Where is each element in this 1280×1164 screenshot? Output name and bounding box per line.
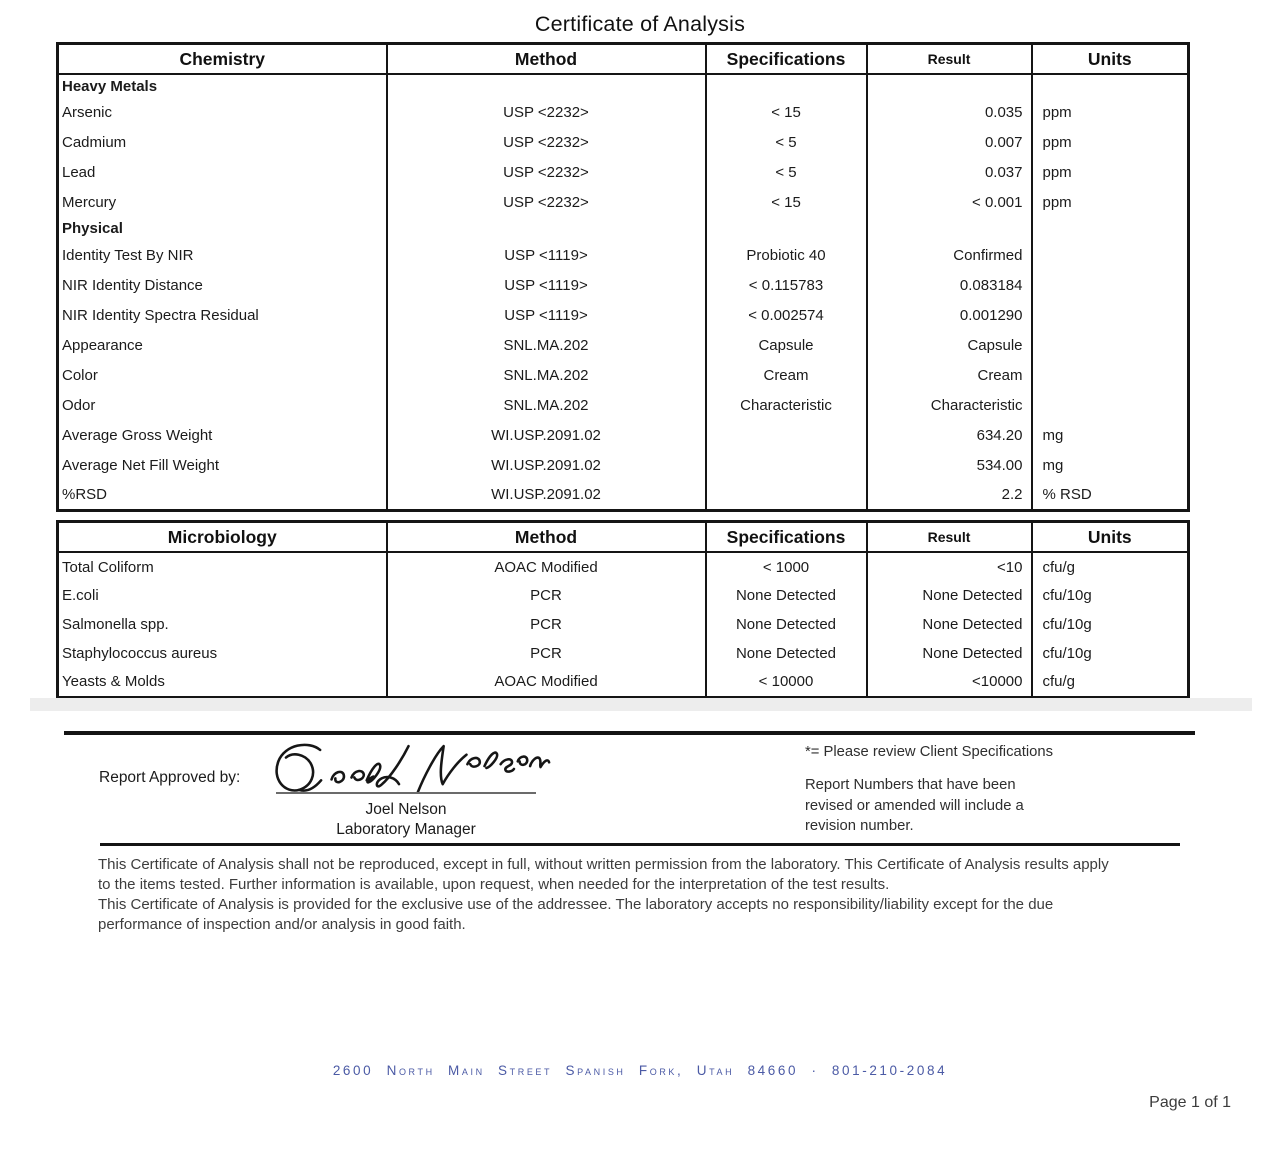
table-row (58, 330, 1189, 360)
table-row (58, 240, 1189, 270)
result-cell: 0.035 (867, 97, 1032, 127)
units-cell (1032, 390, 1189, 420)
spec-cell (706, 74, 867, 97)
analyte-cell: Color (62, 366, 98, 384)
scan-artifact-strip (30, 698, 1252, 711)
analyte-cell: Total Coliform (62, 558, 154, 576)
footer-address: 2600 North Main Street Spanish Fork, Utah 84660 · 801-210-2084 (332, 1063, 948, 1078)
result-cell: Cream (867, 360, 1032, 390)
divider-rule-top (64, 731, 1195, 735)
column-header: Specifications (706, 522, 867, 553)
spec-cell: Cream (706, 360, 867, 390)
header-row (58, 44, 1189, 75)
spec-cell: < 0.002574 (706, 300, 867, 330)
spec-cell: < 0.115783 (706, 270, 867, 300)
method-cell: AOAC Modified (387, 552, 706, 581)
units-cell: ppm (1032, 97, 1189, 127)
spec-cell: None Detected (706, 639, 867, 668)
client-spec-note: *= Please review Client Specifications (805, 744, 1053, 760)
method-cell: USP <1119> (387, 270, 706, 300)
column-header: Result (867, 522, 1032, 553)
table-row (58, 668, 1189, 697)
units-cell: mg (1032, 450, 1189, 480)
result-cell: 0.083184 (867, 270, 1032, 300)
units-cell: cfu/g (1032, 552, 1189, 581)
analyte-cell: NIR Identity Spectra Residual (62, 306, 259, 324)
table-row (58, 300, 1189, 330)
method-cell: USP <1119> (387, 240, 706, 270)
disclaimer (98, 855, 1166, 935)
analyte-cell: Yeasts & Molds (62, 673, 165, 691)
spec-cell: Probiotic 40 (706, 240, 867, 270)
analyte-cell: Average Gross Weight (62, 426, 213, 444)
units-cell: cfu/10g (1032, 581, 1189, 610)
method-cell: SNL.MA.202 (387, 330, 706, 360)
method-cell: USP <2232> (387, 127, 706, 157)
analyte-cell: E.coli (62, 587, 99, 604)
units-cell (1032, 330, 1189, 360)
column-header: Units (1032, 522, 1189, 553)
method-cell: SNL.MA.202 (387, 360, 706, 390)
column-header: Microbiology (58, 522, 387, 553)
units-cell (1032, 217, 1189, 240)
spec-cell: < 15 (706, 97, 867, 127)
table-row (58, 610, 1189, 639)
analyte-cell: Identity Test By NIR (62, 246, 194, 264)
units-cell (1032, 74, 1189, 97)
units-cell (1032, 240, 1189, 270)
spec-cell: Characteristic (706, 390, 867, 420)
signature-image (266, 736, 551, 800)
header-row (58, 522, 1189, 553)
spec-cell: < 5 (706, 157, 867, 187)
table-row (58, 552, 1189, 581)
result-cell (867, 74, 1032, 97)
units-cell (1032, 270, 1189, 300)
revision-note-line: revision number. (805, 818, 914, 834)
column-header: Specifications (706, 44, 867, 75)
result-cell: 534.00 (867, 450, 1032, 480)
microbiology-table (56, 520, 1190, 699)
method-cell: PCR (387, 581, 706, 610)
spec-cell: None Detected (706, 581, 867, 610)
units-cell: ppm (1032, 187, 1189, 217)
units-cell (1032, 300, 1189, 330)
result-cell (867, 217, 1032, 240)
result-cell: 0.001290 (867, 300, 1032, 330)
report-approved-label: Report Approved by: (99, 769, 241, 786)
method-cell: USP <1119> (387, 300, 706, 330)
result-cell: 0.037 (867, 157, 1032, 187)
result-cell: None Detected (867, 610, 1032, 639)
spec-cell (706, 480, 867, 510)
section-row (58, 74, 1189, 97)
spec-cell: < 10000 (706, 668, 867, 697)
method-cell: USP <2232> (387, 157, 706, 187)
analyte-cell: Average Net Fill Weight (62, 456, 220, 474)
spec-cell (706, 217, 867, 240)
units-cell (1032, 360, 1189, 390)
analyte-cell: Mercury (62, 193, 117, 211)
method-cell (387, 74, 706, 97)
result-cell: 634.20 (867, 420, 1032, 450)
spec-cell (706, 420, 867, 450)
units-cell: cfu/10g (1032, 639, 1189, 668)
section-row (58, 217, 1189, 240)
table-row (58, 581, 1189, 610)
spec-cell (706, 450, 867, 480)
column-header: Method (387, 44, 706, 75)
page-number: Page 1 of 1 (1149, 1094, 1231, 1111)
method-cell: PCR (387, 639, 706, 668)
table-row (58, 127, 1189, 157)
spec-cell: < 5 (706, 127, 867, 157)
analyte-cell: Cadmium (62, 133, 127, 151)
method-cell: USP <2232> (387, 187, 706, 217)
revision-note-line: revised or amended will include a (805, 797, 1024, 814)
result-cell: Capsule (867, 330, 1032, 360)
analyte-cell: Odor (62, 396, 96, 414)
disclaimer-line: to the items tested. Further information is available, upon request, when needed for the interpretation of the test results. (98, 876, 890, 893)
method-cell: AOAC Modified (387, 668, 706, 697)
spec-cell: < 1000 (706, 552, 867, 581)
table-row (58, 157, 1189, 187)
method-cell: USP <2232> (387, 97, 706, 127)
units-cell: mg (1032, 420, 1189, 450)
analyte-cell: Staphylococcus aureus (62, 645, 218, 662)
signer-name: Joel Nelson (365, 801, 447, 818)
analyte-cell: Arsenic (62, 103, 113, 121)
spec-cell: None Detected (706, 610, 867, 639)
result-cell: 2.2 (867, 480, 1032, 510)
table-row (58, 639, 1189, 668)
result-cell: < 0.001 (867, 187, 1032, 217)
units-cell: ppm (1032, 127, 1189, 157)
result-cell: 0.007 (867, 127, 1032, 157)
revision-note-line: Report Numbers that have been (805, 777, 1016, 793)
page-title: Certificate of Analysis (534, 12, 746, 36)
column-header: Chemistry (58, 44, 387, 75)
method-cell: SNL.MA.202 (387, 390, 706, 420)
analyte-cell: Salmonella spp. (62, 616, 169, 633)
section-label: Physical (62, 220, 123, 237)
analyte-cell: %RSD (62, 485, 108, 503)
result-cell: None Detected (867, 639, 1032, 668)
result-cell: None Detected (867, 581, 1032, 610)
column-header: Units (1032, 44, 1189, 75)
result-cell: Characteristic (867, 390, 1032, 420)
method-cell: WI.USP.2091.02 (387, 450, 706, 480)
result-cell: <10 (867, 552, 1032, 581)
analyte-cell: NIR Identity Distance (62, 276, 203, 294)
column-header: Method (387, 522, 706, 553)
table-row (58, 187, 1189, 217)
column-header: Result (867, 44, 1032, 75)
method-cell (387, 217, 706, 240)
analyte-cell: Appearance (62, 336, 143, 354)
table-row (58, 480, 1189, 510)
analyte-cell: Lead (62, 163, 96, 181)
method-cell: PCR (387, 610, 706, 639)
method-cell: WI.USP.2091.02 (387, 420, 706, 450)
table-row (58, 390, 1189, 420)
result-cell: <10000 (867, 668, 1032, 697)
divider-rule-bottom (100, 843, 1180, 846)
table-row (58, 420, 1189, 450)
spec-cell: Capsule (706, 330, 867, 360)
disclaimer-line: This Certificate of Analysis shall not be reproduced, except in full, without written permission from the laboratory. This Certificate of Analysis results apply (98, 856, 1109, 873)
signer-title: Laboratory Manager (336, 820, 476, 838)
table-row (58, 270, 1189, 300)
units-cell: cfu/10g (1032, 610, 1189, 639)
units-cell: cfu/g (1032, 668, 1189, 697)
signature-line (276, 792, 536, 794)
table-row (58, 450, 1189, 480)
disclaimer-line: This Certificate of Analysis is provided for the exclusive use of the addressee. The laboratory accepts no responsibility/liability except for the due (98, 896, 1054, 913)
table-row (58, 360, 1189, 390)
units-cell: % RSD (1032, 480, 1189, 510)
chemistry-table (56, 42, 1190, 512)
table-row (58, 97, 1189, 127)
revision-note (805, 775, 1024, 837)
spec-cell: < 15 (706, 187, 867, 217)
signer-block (276, 800, 536, 839)
result-cell: Confirmed (867, 240, 1032, 270)
disclaimer-line: performance of inspection and/or analysis in good faith. (98, 916, 466, 933)
units-cell: ppm (1032, 157, 1189, 187)
section-label: Heavy Metals (62, 77, 158, 95)
method-cell: WI.USP.2091.02 (387, 480, 706, 510)
